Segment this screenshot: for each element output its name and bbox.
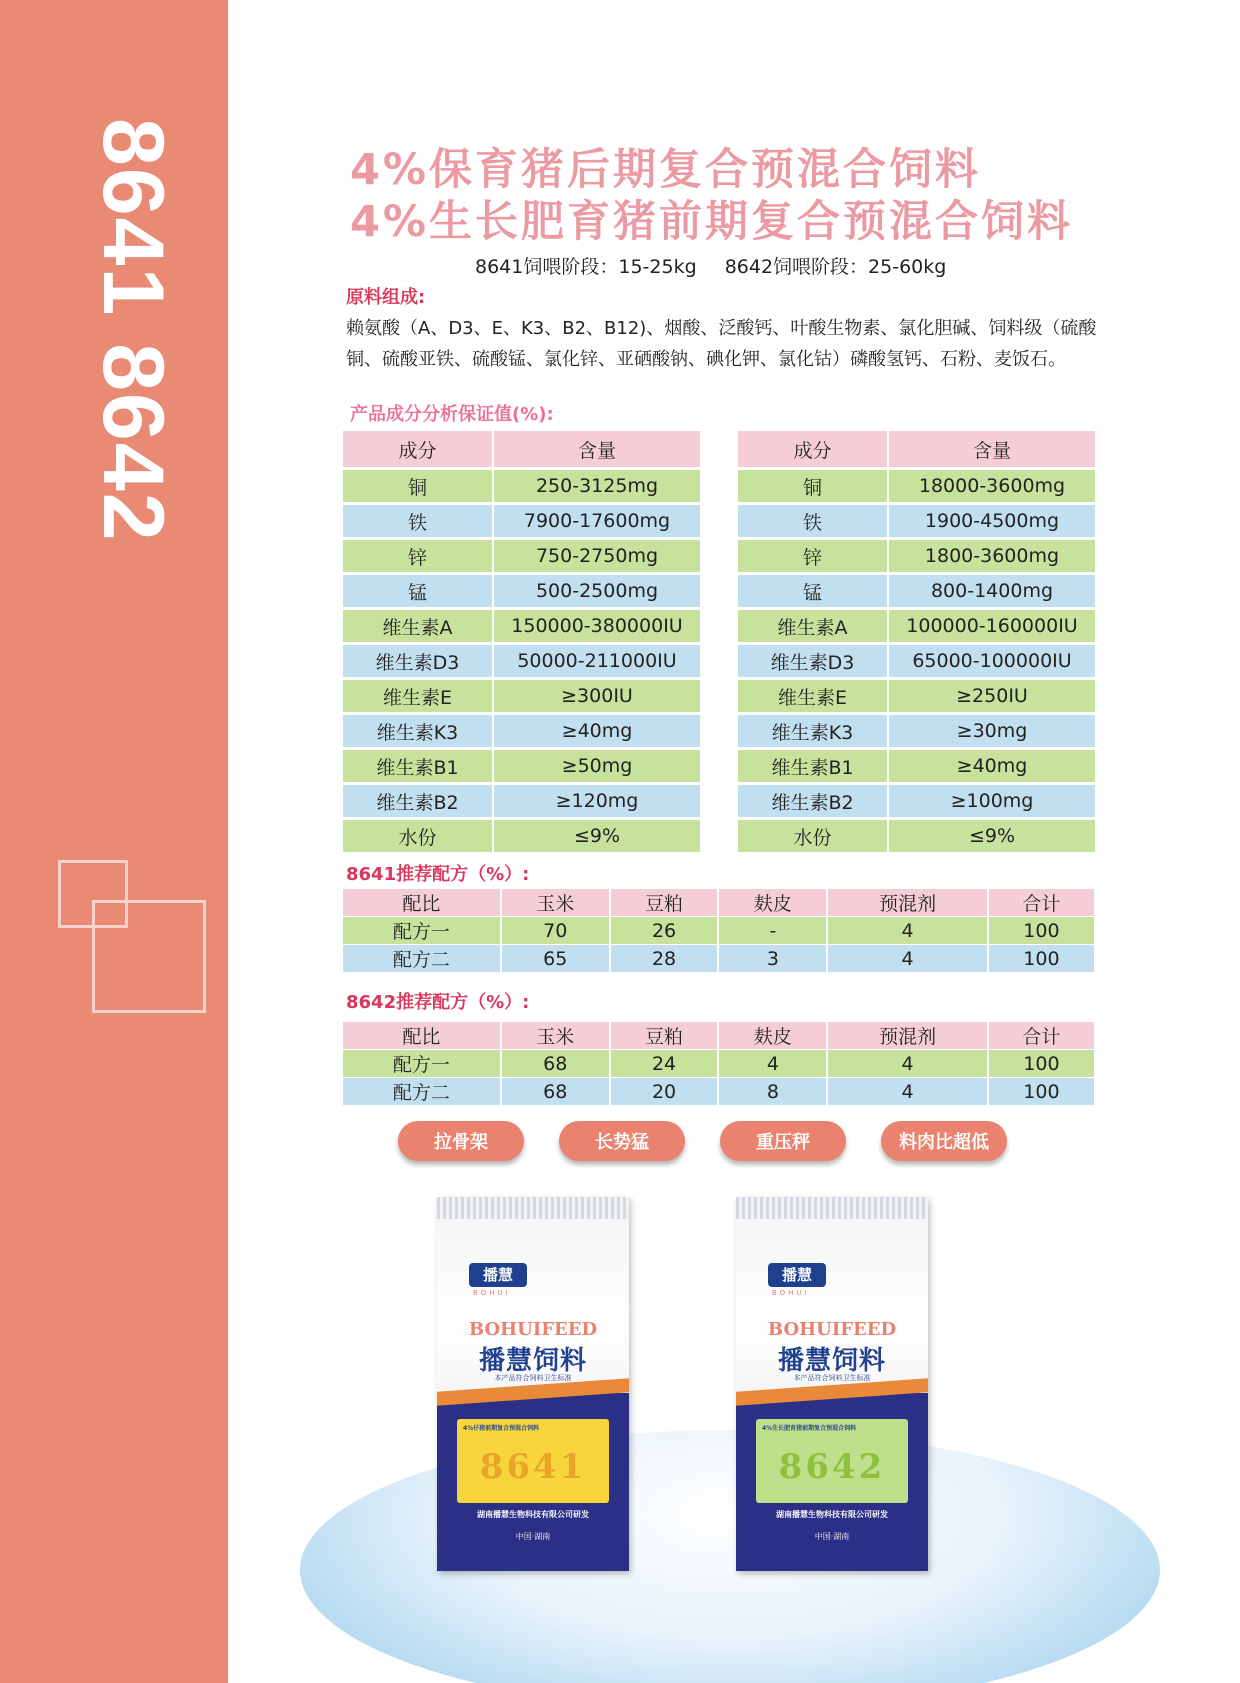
formula-cell: 配方一 <box>343 1050 501 1078</box>
formula-cell: 4 <box>827 917 988 945</box>
component-cell: 维生素E <box>343 680 494 712</box>
content-cell: ≥300IU <box>494 680 700 712</box>
analysis-row <box>738 575 1095 607</box>
formula-cell: 100 <box>988 1078 1094 1106</box>
formula-header-cell: 预混剂 <box>827 889 988 917</box>
bag-panel-title: 4%仔猪前期复合预混合饲料 <box>463 1425 540 1432</box>
bag-logo-sub: BOHUI <box>772 1289 810 1297</box>
feature-pill-growth: 长势猛 <box>559 1121 685 1161</box>
component-cell: 铁 <box>343 505 494 537</box>
component-cell: 维生素B1 <box>738 750 889 782</box>
content-cell: 100000-160000IU <box>889 610 1095 642</box>
content-cell: 50000-211000IU <box>494 645 700 677</box>
bag-brand-en: BOHUIFEED <box>468 1319 598 1340</box>
header-component: 成分 <box>738 431 889 467</box>
title-line-2: 4%生长肥育猪前期复合预混合饲料 <box>350 197 1074 247</box>
feature-pill-weight: 重压秤 <box>720 1121 846 1161</box>
formula-header-cell: 玉米 <box>501 1022 610 1050</box>
bag-origin: 中国·湖南 <box>515 1532 551 1541</box>
formula-cell: 100 <box>988 945 1094 973</box>
analysis-row <box>343 575 700 607</box>
component-cell: 维生素A <box>738 610 889 642</box>
content-cell: 250-3125mg <box>494 470 700 502</box>
component-cell: 维生素D3 <box>738 645 889 677</box>
bag-panel-code: 8642 <box>778 1447 886 1487</box>
formula-row <box>343 917 1094 945</box>
content-cell: 150000-380000IU <box>494 610 700 642</box>
formula-header-cell: 配比 <box>343 1022 501 1050</box>
component-cell: 维生素K3 <box>343 715 494 747</box>
formula-cell: 65 <box>501 945 610 973</box>
analysis-row <box>343 645 700 677</box>
content-cell: ≥100mg <box>889 785 1095 817</box>
content-cell: ≥50mg <box>494 750 700 782</box>
analysis-row <box>343 540 700 572</box>
formula-header-row <box>343 889 1094 917</box>
analysis-row <box>738 505 1095 537</box>
component-cell: 维生素B2 <box>738 785 889 817</box>
component-cell: 维生素D3 <box>343 645 494 677</box>
bag-panel-title: 4%生长肥育猪前期复合预混合饲料 <box>762 1425 857 1432</box>
stage-8641: 8641饲喂阶段：15-25kg <box>475 256 697 278</box>
formula-header-cell: 麸皮 <box>718 889 827 917</box>
analysis-table-8642 <box>738 428 1095 855</box>
formula-header-cell: 豆粕 <box>610 889 719 917</box>
content-cell: ≥120mg <box>494 785 700 817</box>
formula-header-cell: 配比 <box>343 889 501 917</box>
component-cell: 锰 <box>738 575 889 607</box>
bag-label-panel <box>756 1419 908 1503</box>
feeding-stages <box>475 252 968 279</box>
analysis-row <box>738 750 1095 782</box>
formula-row <box>343 1078 1094 1106</box>
content-cell: ≥30mg <box>889 715 1095 747</box>
content-cell: ≥40mg <box>494 715 700 747</box>
content-cell: 65000-100000IU <box>889 645 1095 677</box>
component-cell: 铜 <box>738 470 889 502</box>
formula-cell: 70 <box>501 917 610 945</box>
feature-pill-skeleton: 拉骨架 <box>398 1121 524 1161</box>
formula-cell: 配方二 <box>343 1078 501 1106</box>
formula-cell: 100 <box>988 1050 1094 1078</box>
component-cell: 维生素B2 <box>343 785 494 817</box>
header-component: 成分 <box>343 431 494 467</box>
analysis-row <box>343 680 700 712</box>
analysis-row <box>343 820 700 852</box>
analysis-row <box>343 505 700 537</box>
component-cell: 维生素A <box>343 610 494 642</box>
component-cell: 锌 <box>343 540 494 572</box>
bag-panel-code: 8641 <box>479 1447 587 1487</box>
bag-company: 湖南播慧生物科技有限公司研发 <box>477 1510 589 1519</box>
formula-cell: 配方二 <box>343 945 501 973</box>
analysis-row <box>738 645 1095 677</box>
bag-origin: 中国·湖南 <box>814 1532 850 1541</box>
content-cell: ≥40mg <box>889 750 1095 782</box>
content-cell: 18000-3600mg <box>889 470 1095 502</box>
formula-cell: 20 <box>610 1078 719 1106</box>
formula-header-cell: 玉米 <box>501 889 610 917</box>
formula-header-row <box>343 1022 1094 1050</box>
formula-cell: 4 <box>827 1050 988 1078</box>
bag-seal <box>437 1197 629 1219</box>
formula-cell: 24 <box>610 1050 719 1078</box>
formula-row <box>343 945 1094 973</box>
bag-seal <box>736 1197 928 1219</box>
content-cell: 1900-4500mg <box>889 505 1095 537</box>
bottom-glow <box>300 1430 1160 1683</box>
content-cell: 800-1400mg <box>889 575 1095 607</box>
content-cell: 500-2500mg <box>494 575 700 607</box>
content-cell: ≤9% <box>494 820 700 852</box>
formula-cell: 28 <box>610 945 719 973</box>
bag-brand-cn: 播慧饲料 <box>478 1346 587 1376</box>
bag-standard: 本产品符合饲料卫生标准 <box>494 1374 572 1382</box>
component-cell: 维生素K3 <box>738 715 889 747</box>
analysis-table-header <box>343 431 700 467</box>
formula-cell: 68 <box>501 1050 610 1078</box>
content-cell: 1800-3600mg <box>889 540 1095 572</box>
content-cell: ≥250IU <box>889 680 1095 712</box>
formula-cell: 68 <box>501 1078 610 1106</box>
component-cell: 铜 <box>343 470 494 502</box>
formula-table-8641 <box>343 889 1094 973</box>
formula-cell: 8 <box>718 1078 827 1106</box>
component-cell: 维生素B1 <box>343 750 494 782</box>
feed-bag-8641 <box>437 1197 629 1571</box>
bag-logo-sub: BOHUI <box>473 1289 511 1297</box>
analysis-row <box>343 715 700 747</box>
component-cell: 水份 <box>738 820 889 852</box>
bag-label-panel <box>457 1419 609 1503</box>
component-cell: 铁 <box>738 505 889 537</box>
component-cell: 维生素E <box>738 680 889 712</box>
formula-header-cell: 预混剂 <box>827 1022 988 1050</box>
decorative-square-large <box>92 900 206 1013</box>
analysis-row <box>343 470 700 502</box>
formula-cell: 3 <box>718 945 827 973</box>
analysis-table-header <box>738 431 1095 467</box>
bag-brand-cn: 播慧饲料 <box>777 1346 886 1376</box>
formula-table-8642 <box>343 1022 1094 1106</box>
product-code-vertical: 8641 8642 <box>85 118 181 543</box>
bag-standard: 本产品符合饲料卫生标准 <box>793 1374 871 1382</box>
bag-brand-en: BOHUIFEED <box>767 1319 897 1340</box>
analysis-row <box>738 540 1095 572</box>
analysis-row <box>738 610 1095 642</box>
raw-materials-label: 原料组成: <box>346 287 426 308</box>
component-cell: 水份 <box>343 820 494 852</box>
analysis-row <box>738 785 1095 817</box>
formula-cell: 100 <box>988 917 1094 945</box>
component-cell: 锰 <box>343 575 494 607</box>
bag-logo: 播慧 <box>469 1263 527 1287</box>
analysis-row <box>738 715 1095 747</box>
formula-cell: 4 <box>718 1050 827 1078</box>
bag-company: 湖南播慧生物科技有限公司研发 <box>776 1510 888 1519</box>
analysis-table-8641 <box>343 428 700 855</box>
analysis-label: 产品成分分析保证值(%): <box>350 404 554 425</box>
formula-8642-label: 8642推荐配方（%）: <box>346 992 530 1013</box>
header-content: 含量 <box>494 431 700 467</box>
formula-header-cell: 麸皮 <box>718 1022 827 1050</box>
formula-cell: 配方一 <box>343 917 501 945</box>
analysis-row <box>738 470 1095 502</box>
formula-header-cell: 合计 <box>988 1022 1094 1050</box>
formula-cell: 4 <box>827 1078 988 1106</box>
header-content: 含量 <box>889 431 1095 467</box>
content-cell: 750-2750mg <box>494 540 700 572</box>
bag-logo: 播慧 <box>768 1263 826 1287</box>
content-cell: 7900-17600mg <box>494 505 700 537</box>
formula-8641-label: 8641推荐配方（%）: <box>346 864 530 885</box>
feed-bag-8642 <box>736 1197 928 1571</box>
analysis-row <box>343 750 700 782</box>
raw-materials-text: 赖氨酸（A、D3、E、K3、B2、B12)、烟酸、泛酸钙、叶酸生物素、氯化胆碱、饲料级（硫酸铜、硫酸亚铁、硫酸锰、氯化锌、亚硒酸钠、碘化钾、氯化钴）磷酸氢钙、石粉、麦饭石。 <box>346 318 1097 370</box>
analysis-row <box>738 820 1095 852</box>
title-line-1: 4%保育猪后期复合预混合饲料 <box>350 145 982 195</box>
analysis-row <box>343 610 700 642</box>
formula-cell: - <box>718 917 827 945</box>
formula-cell: 4 <box>827 945 988 973</box>
analysis-row <box>738 680 1095 712</box>
formula-cell: 26 <box>610 917 719 945</box>
analysis-row <box>343 785 700 817</box>
formula-header-cell: 合计 <box>988 889 1094 917</box>
feature-pill-feed-ratio: 料肉比超低 <box>881 1121 1007 1161</box>
stage-8642: 8642饲喂阶段：25-60kg <box>724 256 947 278</box>
component-cell: 锌 <box>738 540 889 572</box>
formula-row <box>343 1050 1094 1078</box>
content-cell: ≤9% <box>889 820 1095 852</box>
formula-header-cell: 豆粕 <box>610 1022 719 1050</box>
